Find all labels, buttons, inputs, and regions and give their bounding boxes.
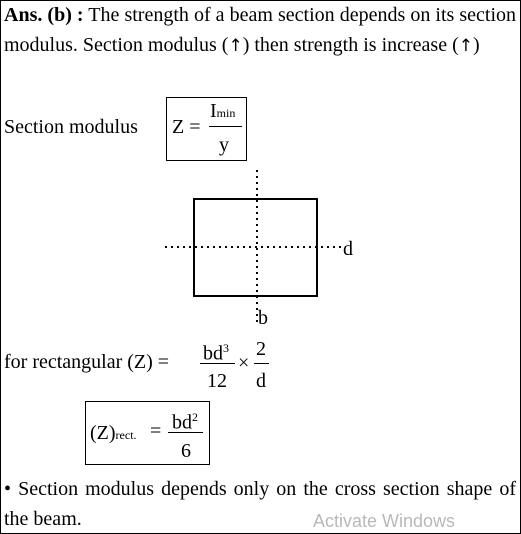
formula3-lhs-z: (Z) bbox=[90, 422, 116, 444]
up-arrow-icon: ↑ bbox=[228, 36, 243, 56]
bullet-icon: • bbox=[4, 478, 12, 500]
fraction-bar bbox=[200, 363, 235, 364]
formula2-numerator-1-base: bd bbox=[203, 342, 223, 365]
formula2-numerator-1 bbox=[203, 337, 229, 365]
formula3-numerator bbox=[172, 406, 198, 434]
answer-text-1: The strength of a beam section depends on its section modulus. Section modulus ( bbox=[4, 4, 517, 56]
diagram-label-d: d bbox=[343, 238, 353, 260]
formula-numerator-i: I bbox=[210, 100, 217, 122]
answer-text-2: ) then strength is increase ( bbox=[242, 34, 459, 56]
formula3-denominator: 6 bbox=[181, 440, 191, 462]
fraction-bar bbox=[168, 432, 203, 433]
up-arrow-icon: ↑ bbox=[458, 36, 473, 56]
formula2-denominator-2: d bbox=[256, 370, 266, 392]
activate-windows-watermark: Activate Windows bbox=[313, 511, 456, 531]
bullet-text: Section modulus depends only on the cross section shape of the beam. bbox=[4, 478, 516, 530]
formula-numerator-sub: min bbox=[216, 106, 236, 120]
formula3-lhs-sub: rect. bbox=[115, 428, 137, 442]
fraction-bar bbox=[254, 363, 269, 364]
diagram-label-b: b bbox=[258, 307, 268, 329]
formula3-lhs bbox=[90, 422, 137, 446]
section-modulus-label: Section modulus bbox=[4, 116, 138, 138]
formula3-numerator-base: bd bbox=[172, 411, 192, 434]
times-sign: × bbox=[238, 352, 250, 374]
formula2-numerator-2: 2 bbox=[256, 338, 266, 360]
rectangular-formula-label: for rectangular (Z) = bbox=[4, 351, 170, 373]
formula3-equals: = bbox=[150, 420, 162, 442]
formula2-denominator-1: 12 bbox=[207, 370, 227, 392]
formula3-numerator-exp: 2 bbox=[192, 410, 198, 424]
answer-text-3: ) bbox=[473, 34, 480, 56]
answer-prefix: Ans. (b) : bbox=[4, 4, 84, 26]
formula-denominator: y bbox=[219, 134, 229, 156]
formula-z-lhs: Z = bbox=[172, 116, 201, 138]
formula2-numerator-1-exp: 3 bbox=[223, 341, 229, 355]
